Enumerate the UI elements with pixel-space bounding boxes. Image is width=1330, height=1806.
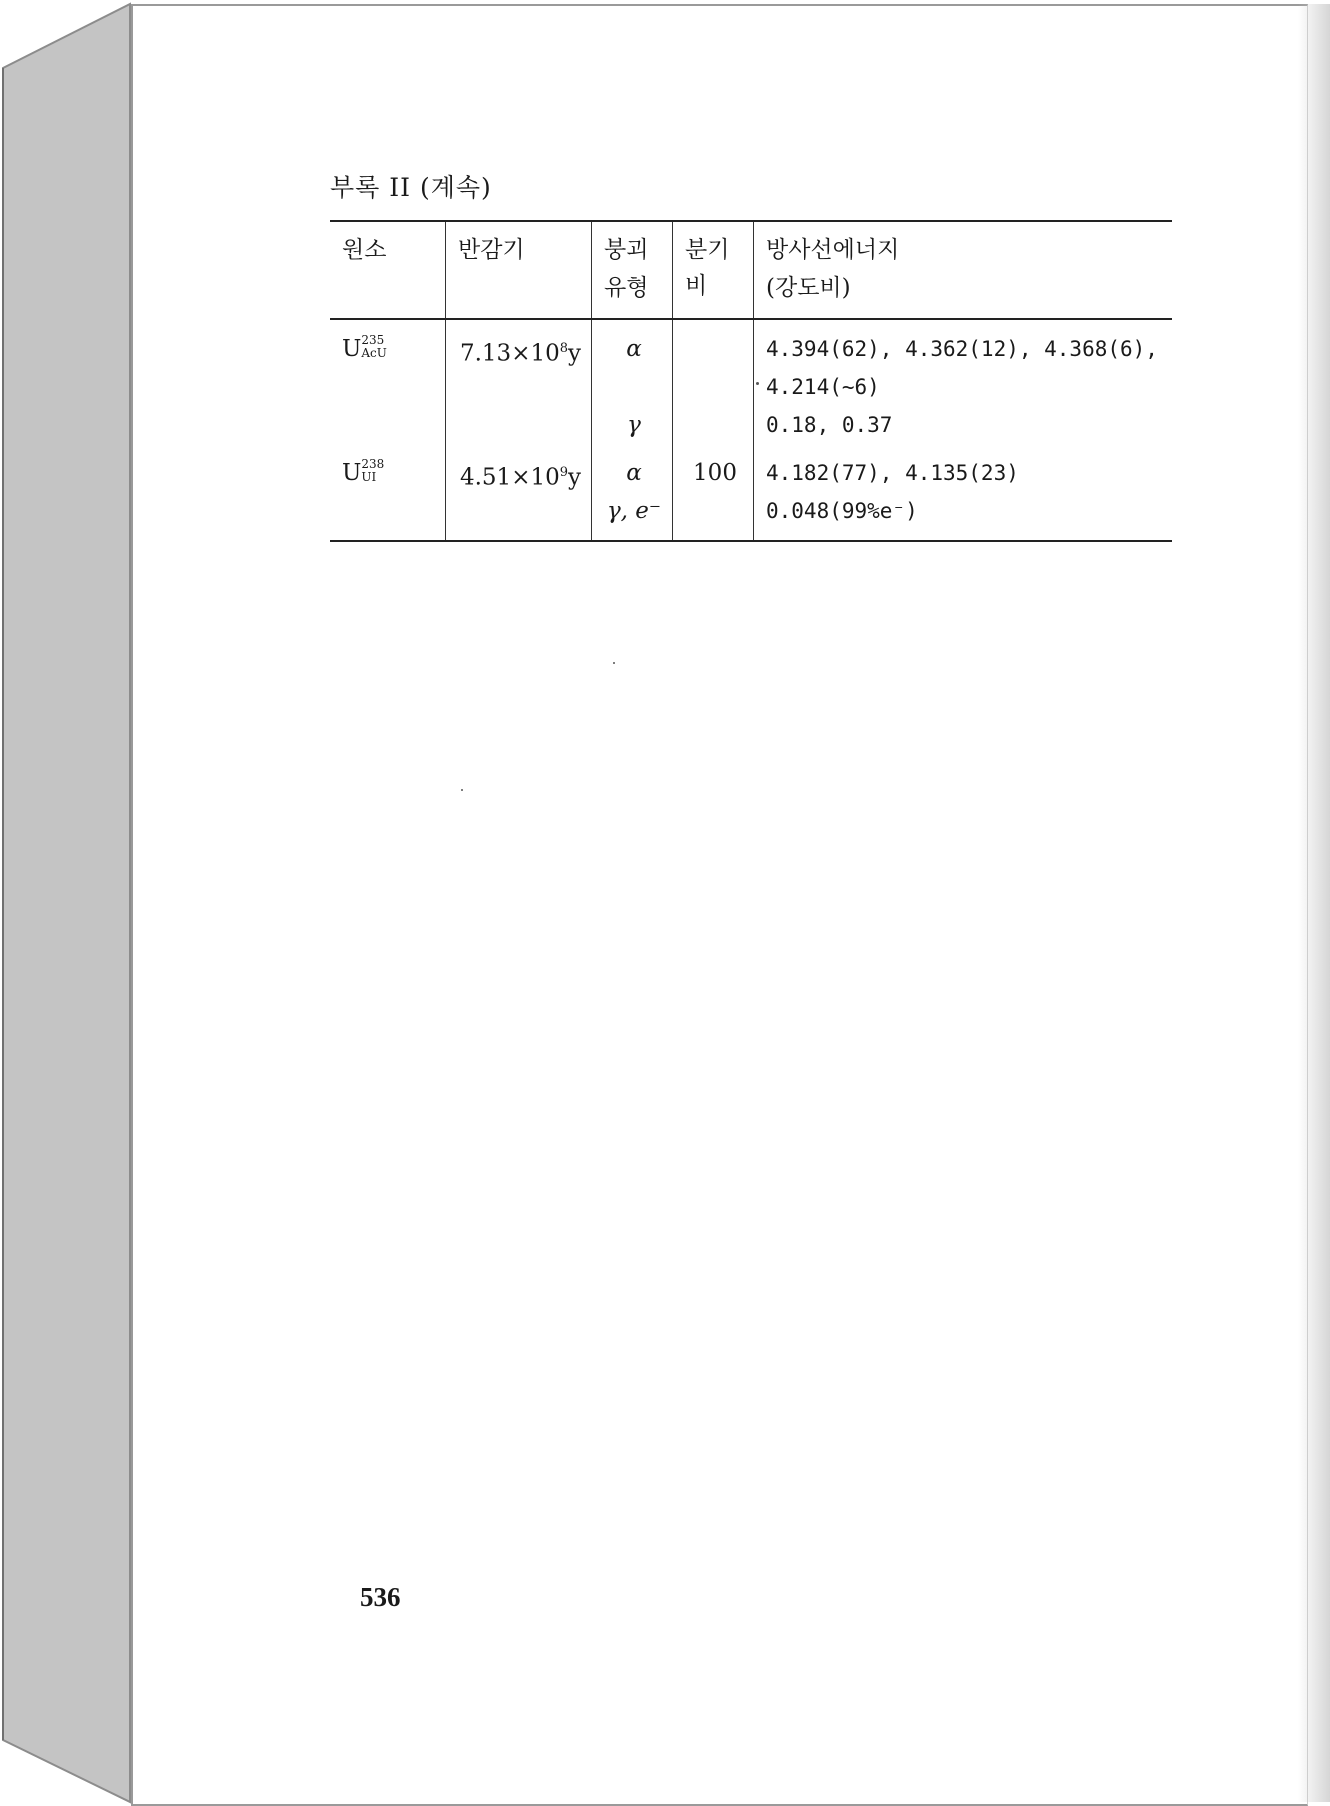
page-edge-shadow [1298,4,1330,1802]
cell-branching-ratio: 100 [673,454,754,541]
table-row-u235 [330,319,1172,454]
energy-label-2: (강도비) [766,275,851,301]
col-header-element: 원소 [330,221,446,319]
table-row-u238 [330,454,1172,541]
element-name: UI [361,470,377,484]
cell-element [330,319,446,454]
energy-value: 4.394(62), 4.362(12), 4.368(6), [766,337,1158,361]
scan-speck [756,382,759,385]
mass-number: 238 [361,457,385,471]
col-header-branching-ratio: 분기비 [673,221,754,319]
decay-mode: α [626,336,642,362]
half-life-mantissa: 4.51×10 [459,464,560,491]
col-header-radiation-energy [754,221,1173,319]
half-life-exponent: 9 [559,465,569,480]
cell-radiation-energy [754,319,1173,454]
mass-number: 235 [361,333,385,347]
energy-value: 4.182(77), 4.135(23) [766,461,1019,485]
scan-speck [461,789,463,791]
cell-half-life [446,319,592,454]
nuclide-table [330,220,1172,542]
half-life-unit: y [568,464,582,491]
page-number: 536 [360,1582,401,1612]
decay-type-label-1: 붕괴 [604,237,649,263]
cell-half-life [446,454,592,541]
element-symbol: U [342,460,362,486]
decay-type-label-2: 유형 [604,275,649,301]
energy-value: 0.048(99%e⁻) [766,499,918,523]
table-header-row [330,221,1172,319]
half-life-mantissa: 7.13×10 [459,340,560,367]
appendix-heading: 부록 II (계속) [330,173,492,202]
scan-speck [613,662,615,664]
decay-mode: γ [627,412,641,438]
half-life-exponent: 8 [559,341,569,356]
element-name: AcU [361,346,387,360]
cell-element [330,454,446,541]
col-header-half-life: 반감기 [446,221,592,319]
cell-radiation-energy [754,454,1173,541]
cell-decay-type [592,319,673,454]
cell-branching-ratio [673,319,754,454]
book-spine [0,0,140,1806]
energy-value: 0.18, 0.37 [766,413,893,437]
decay-mode: γ, e⁻ [606,498,662,524]
energy-value: 4.214(~6) [766,375,880,399]
element-symbol: U [342,336,362,362]
col-header-decay-type [592,221,673,319]
decay-mode: α [626,460,642,486]
energy-label-1: 방사선에너지 [766,237,900,263]
cell-decay-type [592,454,673,541]
half-life-unit: y [568,340,582,367]
